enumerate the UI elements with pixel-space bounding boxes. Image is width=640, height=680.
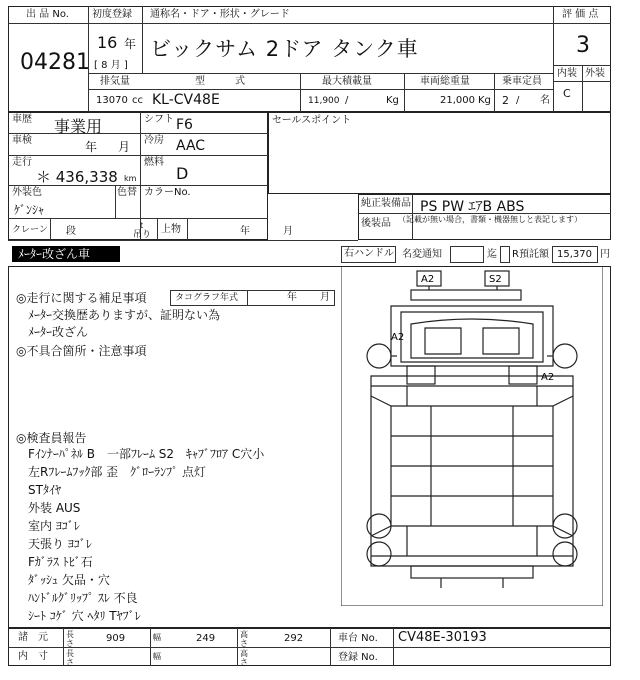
capacity-slash: / [516, 95, 520, 106]
divider [330, 628, 331, 666]
tachograph-year-unit: 年 [287, 292, 297, 303]
registration-label: 登録 No. [338, 652, 378, 663]
displacement-unit: cc [132, 95, 143, 106]
divider [63, 628, 64, 666]
capacity-unit: 名 [540, 95, 550, 106]
driving-notes-header: ◎走行に関する補足事項 [16, 291, 147, 305]
divider [150, 628, 151, 666]
lot-number: 04281 [20, 50, 90, 75]
displacement-value: 13070 [96, 95, 128, 106]
tachograph-label: タコグラフ年式 [175, 293, 239, 303]
chassis-number: CV48E-30193 [398, 630, 487, 645]
max-load-unit: Kg [386, 95, 399, 106]
divider [247, 290, 248, 306]
history-label: 車歴 [12, 114, 32, 125]
divider [8, 647, 611, 648]
shift-label: シフト [144, 114, 174, 125]
crane-hanging: 吊り [133, 230, 152, 240]
upper-month-unit: 月 [283, 226, 293, 237]
tachograph-month-unit: 月 [320, 292, 330, 303]
upper-label: 上物 [161, 224, 181, 235]
std-equip-value: PS PW ｴｱB ABS [420, 199, 525, 215]
exterior-label: 外装 [585, 68, 605, 79]
first-reg-month-value: 8 [101, 60, 108, 71]
height-label: 高さ [240, 630, 248, 648]
type-label: 型 式 [195, 76, 245, 87]
inspector-line: STﾀｲﾔ [28, 483, 61, 497]
outer-length: 909 [106, 633, 126, 644]
crane-t: t [140, 221, 144, 230]
ac-value: AAC [176, 138, 206, 154]
divider [142, 6, 143, 73]
score-label: 評 価 点 [562, 9, 599, 20]
truck-damage-diagram [341, 266, 603, 606]
year-unit: 年 [124, 37, 137, 51]
fuel-label: 燃料 [144, 157, 164, 168]
inspector-header: ◎検査員報告 [16, 431, 87, 445]
r-ref-label: R預託額 [512, 249, 549, 260]
name-change-box [450, 246, 484, 263]
rejection-box [500, 246, 510, 263]
height-label: 高さ [240, 649, 248, 667]
driving-note-line: ﾒｰﾀｰ交換歴ありますが、証明ない為 [28, 308, 221, 322]
divider [88, 23, 553, 24]
gross-weight-unit: Kg [478, 95, 491, 106]
damage-mark: A2 [421, 274, 435, 285]
fuel-value: D [176, 164, 189, 183]
divider [8, 218, 268, 219]
driving-note-line: ﾒｰﾀｰ改ざん [28, 325, 89, 339]
chassis-label: 車台 No. [338, 633, 378, 644]
color-no-label: カラーNo. [144, 187, 191, 198]
inspector-line: 左Rﾌﾚｰﾑﾌｯｸ部 歪 ｸﾞﾛｰﾗﾝﾌﾟ 点灯 [28, 465, 206, 479]
divider [115, 185, 116, 218]
divider [8, 133, 268, 134]
inspection-month-unit: 月 [118, 140, 131, 154]
inspector-line: ﾀﾞｯｼｭ 欠品・穴 [28, 573, 110, 587]
inspection-year-unit: 年 [85, 140, 98, 154]
inspector-line: 室内 ﾖｺﾞﾚ [28, 519, 80, 533]
sales-point-label: セールスポイント [272, 115, 352, 126]
max-load-value: 11,900 [308, 96, 340, 106]
lot-no-label: 出 品 No. [26, 9, 69, 20]
inspector-line: 天張り ﾖｺﾞﾚ [28, 537, 92, 551]
right-hand-text: 右ハンドル [344, 248, 394, 259]
first-reg-year: 16 [97, 33, 118, 52]
divider [393, 628, 394, 666]
divider [8, 155, 268, 156]
defects-header: ◎不具合箇所・注意事項 [16, 344, 147, 358]
crane-label: クレーン [12, 225, 48, 235]
aftermarket-note: （記載が無い場合，書類・機器無しと表記します） [398, 215, 582, 224]
width-label: 幅 [153, 633, 161, 642]
inspector-line: ｼｰﾄ ｺｹﾞ 穴 ﾍﾀﾘ Tﾔﾌﾞﾚ [28, 609, 141, 623]
divider [494, 73, 495, 112]
divider [187, 218, 188, 240]
capacity-label: 乗車定員 [502, 76, 542, 87]
score-value: 3 [576, 33, 590, 58]
meter-tampered-badge: ﾒｰﾀｰ改ざん車 [12, 246, 120, 262]
mileage-label: 走行 [12, 157, 32, 168]
max-load-slash: / [345, 95, 349, 106]
model-name: ビックサム 2ドア タンク車 [150, 37, 419, 61]
upper-year-unit: 年 [240, 226, 250, 237]
divider [50, 218, 51, 240]
r-ref-amount: 15,370 [557, 249, 592, 260]
damage-mark: A2 [541, 372, 555, 383]
divider [88, 73, 553, 74]
gross-weight-value: 21,000 [440, 95, 475, 106]
model-name-label: 通称名・ドア・形状・グレード [150, 9, 290, 20]
divider [88, 89, 553, 90]
mileage-unit: km [124, 174, 137, 183]
yen-label: 円 [600, 249, 610, 260]
aftermarket-label: 後装品 [361, 218, 391, 229]
inspector-line: Fｲﾝﾅｰﾊﾟﾈﾙ B 一部ﾌﾚｰﾑ S2 ｷｬﾌﾞﾌﾛｱ C穴小 [28, 447, 265, 461]
interior-label: 内装 [557, 68, 577, 79]
outer-dimensions-label: 諸 元 [18, 632, 48, 643]
gross-weight-label: 車両総重量 [420, 76, 470, 87]
shift-value: F6 [176, 117, 193, 133]
inspector-line: ﾊﾝﾄﾞﾙｸﾞﾘｯﾌﾟ ｽﾚ 不良 [28, 591, 138, 605]
damage-mark: A2 [391, 332, 405, 343]
width-label: 幅 [153, 652, 161, 661]
displacement-label: 排気量 [100, 76, 130, 87]
first-reg-month: [ 8 月 ] [94, 60, 128, 71]
crane-stage-unit: 段 [66, 226, 76, 237]
month-unit: 月 [110, 60, 121, 71]
divider [237, 628, 238, 666]
std-equip-label: 純正装備品 [361, 198, 411, 209]
interior-grade: C [563, 87, 571, 100]
divider [553, 23, 611, 24]
ac-label: 冷房 [144, 135, 164, 146]
divider [582, 65, 583, 112]
divider [553, 6, 554, 112]
divider [553, 81, 611, 82]
divider [157, 218, 158, 240]
inspector-line: Fｶﾞﾗｽ ﾄﾋﾞ石 [28, 555, 93, 569]
inspection-label: 車検 [12, 135, 32, 146]
divider [404, 73, 405, 112]
divider [300, 73, 301, 112]
ext-color-value: ｹﾞﾝｼｬ [14, 203, 45, 217]
capacity-value: 2 [502, 94, 509, 107]
damage-mark: S2 [489, 274, 502, 285]
divider [8, 240, 358, 241]
mileage-value: ＊ 436,338 [36, 168, 118, 186]
color-change-label: 色替 [117, 187, 137, 198]
inner-dimensions-label: 内 寸 [18, 651, 48, 662]
length-label: 長さ [66, 649, 74, 667]
rejection-mark: 迄 [487, 249, 497, 260]
history-value: 事業用 [54, 117, 103, 136]
divider [8, 23, 88, 24]
outer-width: 249 [196, 633, 216, 644]
model-code: KL-CV48E [152, 92, 220, 108]
ext-color-label: 外装色 [12, 187, 42, 198]
outer-height: 292 [284, 633, 304, 644]
inspector-line: 外装 AUS [28, 501, 81, 515]
length-label: 長さ [66, 630, 74, 648]
max-load-label: 最大積載量 [322, 76, 372, 87]
first-reg-label: 初度登録 [92, 9, 132, 20]
name-change-label: 名変通知 [402, 249, 442, 260]
